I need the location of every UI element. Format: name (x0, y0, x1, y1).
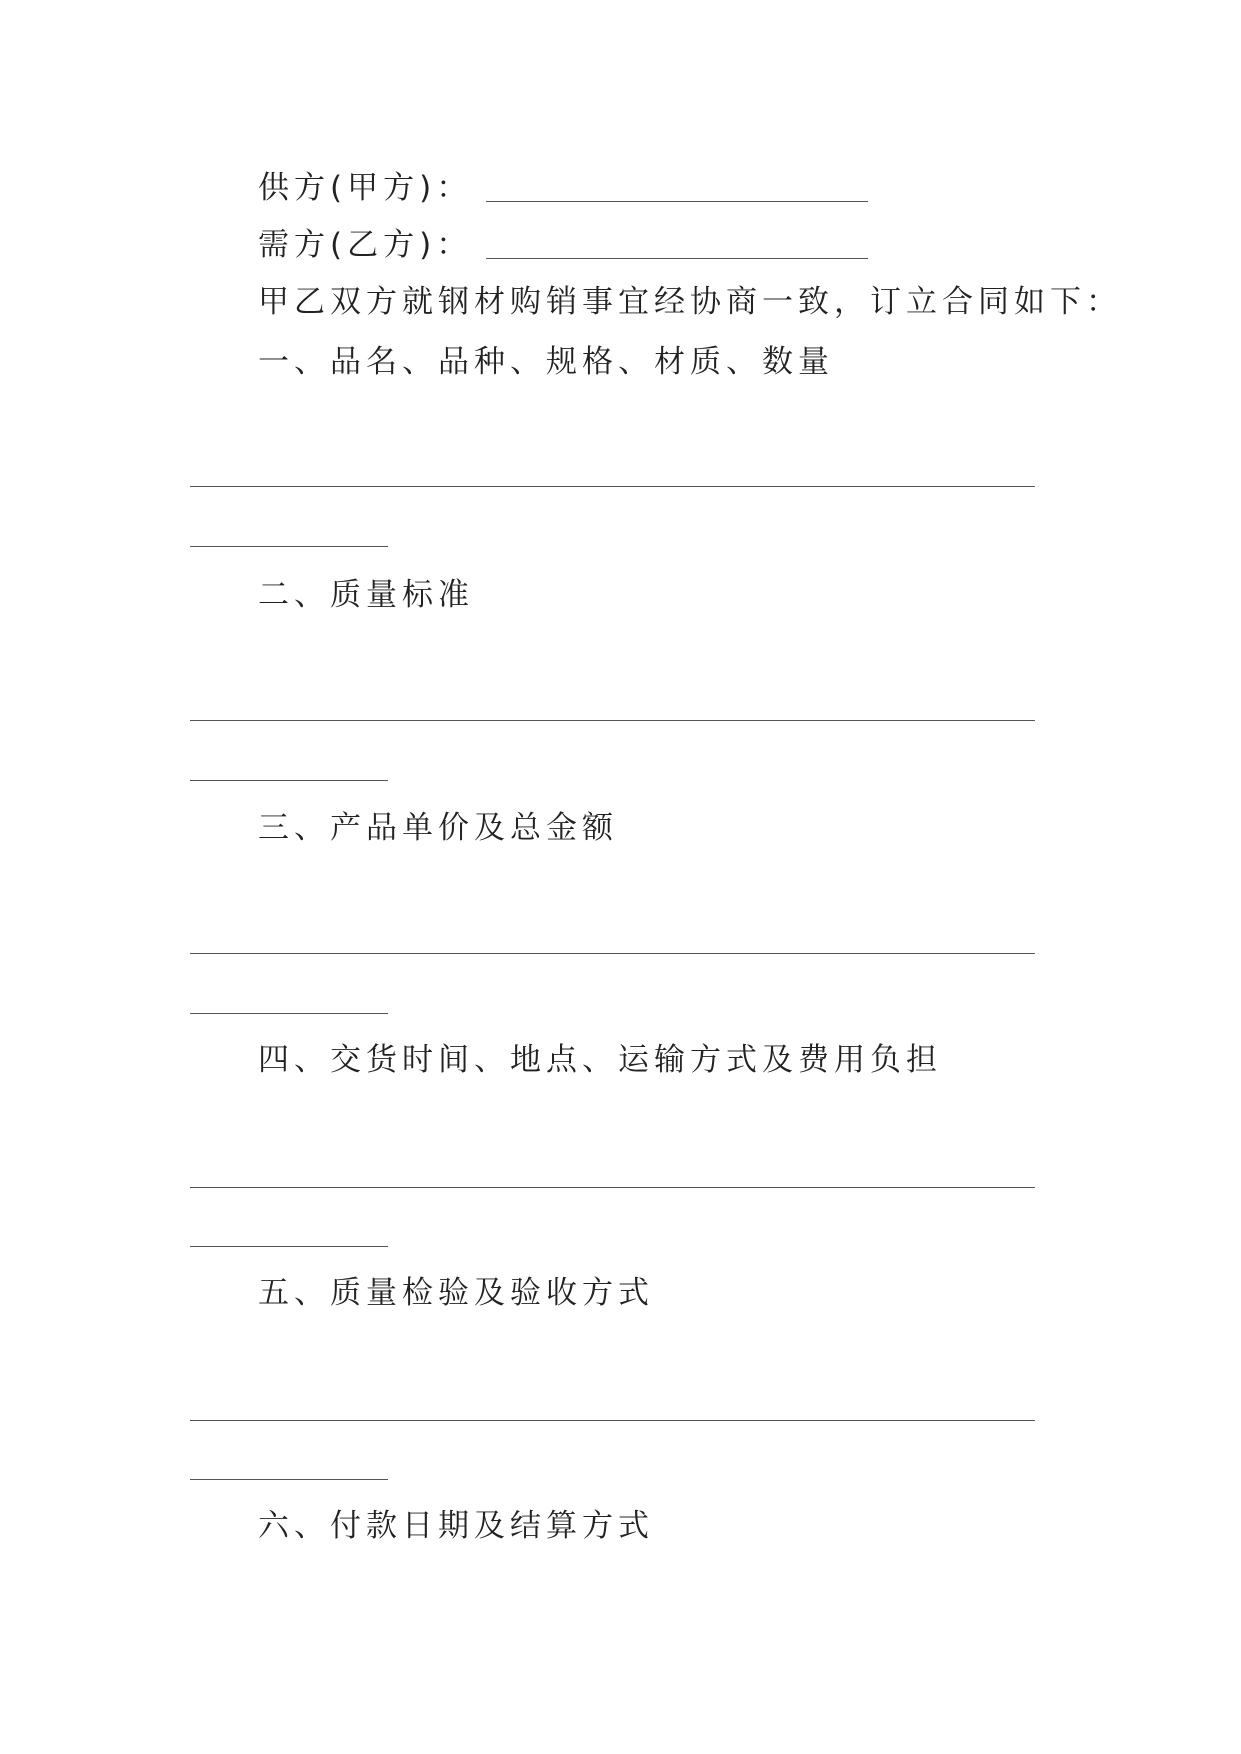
supplier-line (258, 168, 868, 208)
fill-rule-short[interactable] (190, 546, 388, 547)
supplier-label: 供方(甲方)： (258, 170, 473, 206)
section-title: 三、产品单价及总金额 (258, 810, 618, 846)
fill-rule[interactable] (190, 1420, 1035, 1421)
buyer-label: 需方(乙方)： (258, 227, 473, 263)
buyer-line (258, 225, 868, 265)
supplier-fill-blank[interactable] (486, 201, 868, 202)
section-title: 一、品名、品种、规格、材质、数量 (258, 344, 834, 380)
section-title: 二、质量标准 (258, 577, 474, 613)
fill-rule[interactable] (190, 720, 1035, 721)
fill-rule[interactable] (190, 486, 1035, 487)
section-title: 六、付款日期及结算方式 (258, 1508, 654, 1544)
section-title: 五、质量检验及验收方式 (258, 1275, 654, 1311)
fill-rule-short[interactable] (190, 1479, 388, 1480)
fill-rule-short[interactable] (190, 1246, 388, 1247)
fill-rule-short[interactable] (190, 780, 388, 781)
fill-rule[interactable] (190, 953, 1035, 954)
fill-rule-short[interactable] (190, 1013, 388, 1014)
buyer-fill-blank[interactable] (486, 258, 868, 259)
intro-paragraph: 甲乙双方就钢材购销事宜经协商一致，订立合同如下： (258, 284, 1122, 320)
fill-rule[interactable] (190, 1187, 1035, 1188)
section-title: 四、交货时间、地点、运输方式及费用负担 (258, 1042, 942, 1078)
